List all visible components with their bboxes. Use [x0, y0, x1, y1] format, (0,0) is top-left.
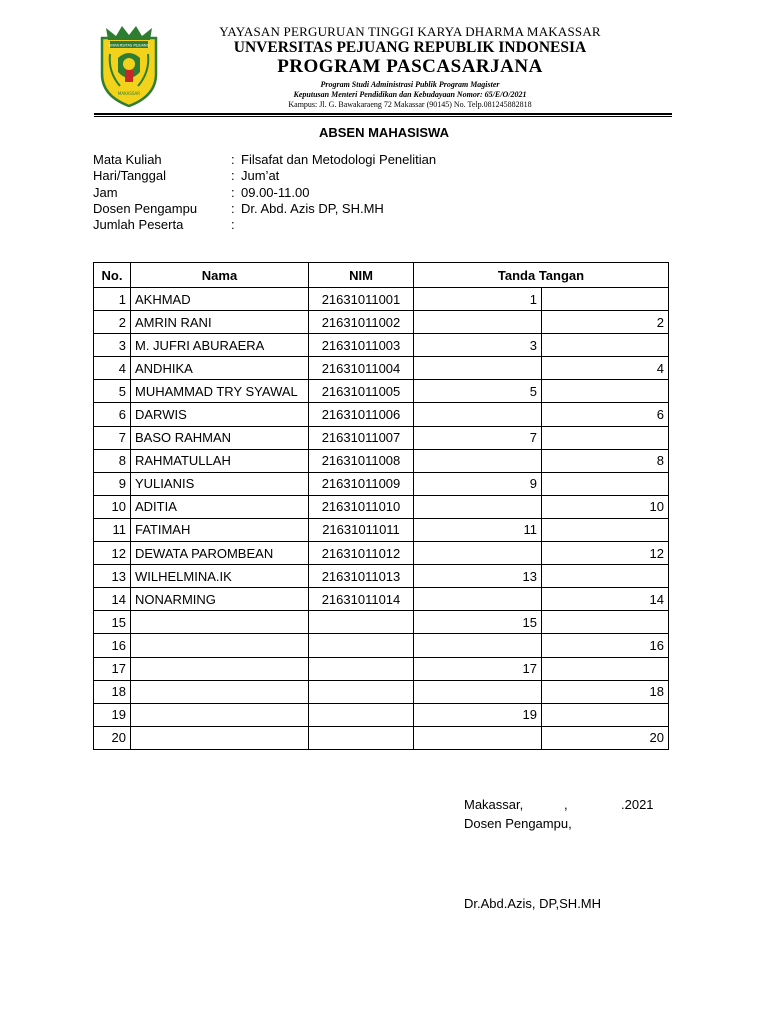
table-row	[94, 518, 669, 541]
table-row	[94, 565, 669, 588]
cell-signature-left[interactable]	[414, 495, 542, 518]
cell-no: 11	[94, 518, 131, 541]
cell-nim: 21631011008	[309, 449, 414, 472]
cell-nama: NONARMING	[131, 588, 309, 611]
cell-signature-left[interactable]: 17	[414, 657, 542, 680]
cell-signature-left[interactable]: 19	[414, 703, 542, 726]
cell-nama: ANDHIKA	[131, 357, 309, 380]
table-row	[94, 703, 669, 726]
table-row	[94, 680, 669, 703]
header-nim: NIM	[309, 263, 414, 288]
letterhead-rule-thick	[94, 113, 672, 115]
cell-nim	[309, 703, 414, 726]
cell-nama: ADITIA	[131, 495, 309, 518]
svg-text:UNIVERSITAS PEJUANG: UNIVERSITAS PEJUANG	[108, 43, 150, 48]
cell-nim	[309, 680, 414, 703]
cell-no: 1	[94, 288, 131, 311]
letterhead-rule-thin	[94, 116, 672, 117]
svg-text:MAKASSAR: MAKASSAR	[117, 91, 141, 96]
cell-nim: 21631011014	[309, 588, 414, 611]
cell-no: 13	[94, 565, 131, 588]
info-value: Dr. Abd. Azis DP, SH.MH	[241, 200, 384, 216]
cell-no: 18	[94, 680, 131, 703]
table-header-row	[94, 263, 669, 288]
table-row	[94, 334, 669, 357]
cell-signature-left[interactable]	[414, 542, 542, 565]
cell-no: 8	[94, 449, 131, 472]
table-row	[94, 726, 669, 749]
study-program: Program Studi Administrasi Publik Program Magister	[320, 80, 500, 89]
cell-no: 3	[94, 334, 131, 357]
info-colon: :	[231, 200, 235, 216]
cell-nim: 21631011003	[309, 334, 414, 357]
cell-nama: BASO RAHMAN	[131, 426, 309, 449]
cell-signature-right[interactable]: 14	[542, 588, 669, 611]
cell-nama	[131, 634, 309, 657]
cell-nim: 21631011005	[309, 380, 414, 403]
cell-signature-right[interactable]: 18	[542, 680, 669, 703]
table-row	[94, 311, 669, 334]
info-colon: :	[231, 168, 235, 184]
cell-nama: DARWIS	[131, 403, 309, 426]
header-nama: Nama	[131, 263, 309, 288]
cell-nama: RAHMATULLAH	[131, 449, 309, 472]
cell-signature-right[interactable]	[542, 703, 669, 726]
cell-no: 9	[94, 472, 131, 495]
signature-place: Makassar,	[464, 797, 524, 812]
header-no: No.	[94, 263, 131, 288]
cell-signature-right[interactable]: 20	[542, 726, 669, 749]
cell-nama	[131, 726, 309, 749]
cell-signature-right[interactable]	[542, 426, 669, 449]
signature-name: Dr.Abd.Azis, DP,SH.MH	[464, 896, 602, 911]
cell-nama	[131, 680, 309, 703]
table-body	[94, 288, 669, 750]
cell-no: 12	[94, 542, 131, 565]
cell-signature-left[interactable]	[414, 357, 542, 380]
cell-signature-left[interactable]	[414, 403, 542, 426]
info-value: 09.00-11.00	[241, 184, 310, 200]
cell-signature-right[interactable]	[542, 657, 669, 680]
decree-text: Keputusan Menteri Pendidikan dan Kebudayaan Nomor: 65/E/O/2021	[293, 90, 527, 99]
info-label: Hari/Tanggal	[93, 168, 166, 184]
cell-nama	[131, 657, 309, 680]
table-row	[94, 472, 669, 495]
cell-signature-right[interactable]: 2	[542, 311, 669, 334]
cell-nim: 21631011010	[309, 495, 414, 518]
cell-nim: 21631011011	[309, 518, 414, 541]
cell-nim	[309, 611, 414, 634]
cell-signature-right[interactable]	[542, 288, 669, 311]
cell-signature-left[interactable]: 15	[414, 611, 542, 634]
cell-nama: YULIANIS	[131, 472, 309, 495]
signature-role: Dosen Pengampu,	[464, 816, 572, 831]
signature-comma: ,	[564, 797, 568, 812]
cell-no: 7	[94, 426, 131, 449]
cell-nama	[131, 611, 309, 634]
cell-no: 14	[94, 588, 131, 611]
cell-signature-right[interactable]	[542, 611, 669, 634]
cell-no: 2	[94, 311, 131, 334]
cell-signature-left[interactable]: 7	[414, 426, 542, 449]
cell-signature-left[interactable]	[414, 680, 542, 703]
cell-signature-left[interactable]	[414, 634, 542, 657]
cell-signature-left[interactable]: 9	[414, 472, 542, 495]
cell-nim: 21631011001	[309, 288, 414, 311]
cell-signature-right[interactable]: 8	[542, 449, 669, 472]
cell-nim	[309, 634, 414, 657]
cell-nama: MUHAMMAD TRY SYAWAL	[131, 380, 309, 403]
table-row	[94, 588, 669, 611]
cell-signature-left[interactable]: 1	[414, 288, 542, 311]
cell-signature-right[interactable]: 16	[542, 634, 669, 657]
cell-nama: WILHELMINA.IK	[131, 565, 309, 588]
cell-no: 6	[94, 403, 131, 426]
cell-signature-right[interactable]: 4	[542, 357, 669, 380]
cell-nama: FATIMAH	[131, 518, 309, 541]
cell-no: 4	[94, 357, 131, 380]
cell-no: 17	[94, 657, 131, 680]
info-label: Jam	[93, 184, 118, 200]
info-colon: :	[231, 217, 235, 233]
cell-nama: AKHMAD	[131, 288, 309, 311]
info-value: Jum’at	[241, 168, 280, 184]
table-row	[94, 403, 669, 426]
table-row	[94, 657, 669, 680]
table-row	[94, 611, 669, 634]
cell-nim: 21631011006	[309, 403, 414, 426]
cell-signature-right[interactable]	[542, 565, 669, 588]
cell-signature-right[interactable]	[542, 334, 669, 357]
signature-year: .2021	[621, 797, 654, 812]
cell-signature-left[interactable]: 5	[414, 380, 542, 403]
table-row	[94, 288, 669, 311]
foundation-name: YAYASAN PERGURUAN TINGGI KARYA DHARMA MAKASSAR	[219, 24, 601, 39]
cell-signature-right[interactable]: 10	[542, 495, 669, 518]
cell-signature-left[interactable]	[414, 449, 542, 472]
info-label: Mata Kuliah	[93, 152, 162, 167]
cell-nama: DEWATA PAROMBEAN	[131, 542, 309, 565]
cell-signature-left[interactable]	[414, 588, 542, 611]
cell-no: 19	[94, 703, 131, 726]
info-colon: :	[231, 152, 235, 167]
program-name: PROGRAM PASCASARJANA	[277, 56, 543, 77]
cell-signature-left[interactable]: 11	[414, 518, 542, 541]
cell-nim: 21631011004	[309, 357, 414, 380]
cell-signature-left[interactable]	[414, 726, 542, 749]
cell-no: 15	[94, 611, 131, 634]
cell-signature-left[interactable]	[414, 311, 542, 334]
cell-nim	[309, 726, 414, 749]
cell-no: 10	[94, 495, 131, 518]
info-label: Jumlah Peserta	[93, 217, 184, 233]
table-row	[94, 634, 669, 657]
cell-nama	[131, 703, 309, 726]
cell-nim: 21631011002	[309, 311, 414, 334]
cell-no: 5	[94, 380, 131, 403]
cell-nim: 21631011009	[309, 472, 414, 495]
cell-signature-right[interactable]	[542, 472, 669, 495]
info-label: Dosen Pengampu	[93, 200, 198, 216]
cell-nim: 21631011013	[309, 565, 414, 588]
cell-nama: AMRIN RANI	[131, 311, 309, 334]
cell-no: 16	[94, 634, 131, 657]
attendance-table	[93, 262, 669, 750]
cell-nim: 21631011012	[309, 542, 414, 565]
table-row	[94, 449, 669, 472]
cell-no: 20	[94, 726, 131, 749]
cell-nim: 21631011007	[309, 426, 414, 449]
table-row	[94, 426, 669, 449]
campus-address: Kampus: Jl. G. Bawakaraeng 72 Makassar (90145) No. Telp.081245882818	[288, 100, 532, 109]
table-row	[94, 495, 669, 518]
cell-nama: M. JUFRI ABURAERA	[131, 334, 309, 357]
cell-signature-right[interactable]	[542, 380, 669, 403]
table-row	[94, 380, 669, 403]
info-value: Filsafat dan Metodologi Penelitian	[241, 152, 437, 167]
cell-signature-right[interactable]: 6	[542, 403, 669, 426]
cell-signature-right[interactable]	[542, 518, 669, 541]
table-row	[94, 542, 669, 565]
cell-signature-left[interactable]: 13	[414, 565, 542, 588]
cell-signature-left[interactable]: 3	[414, 334, 542, 357]
cell-signature-right[interactable]: 12	[542, 542, 669, 565]
university-name: UNVERSITAS PEJUANG REPUBLIK INDONESIA	[233, 39, 587, 56]
table-row	[94, 357, 669, 380]
page-title: ABSEN MAHASISWA	[318, 125, 449, 140]
header-tanda-tangan: Tanda Tangan	[414, 263, 669, 288]
info-colon: :	[231, 184, 235, 200]
university-logo	[96, 24, 162, 108]
cell-nim	[309, 657, 414, 680]
